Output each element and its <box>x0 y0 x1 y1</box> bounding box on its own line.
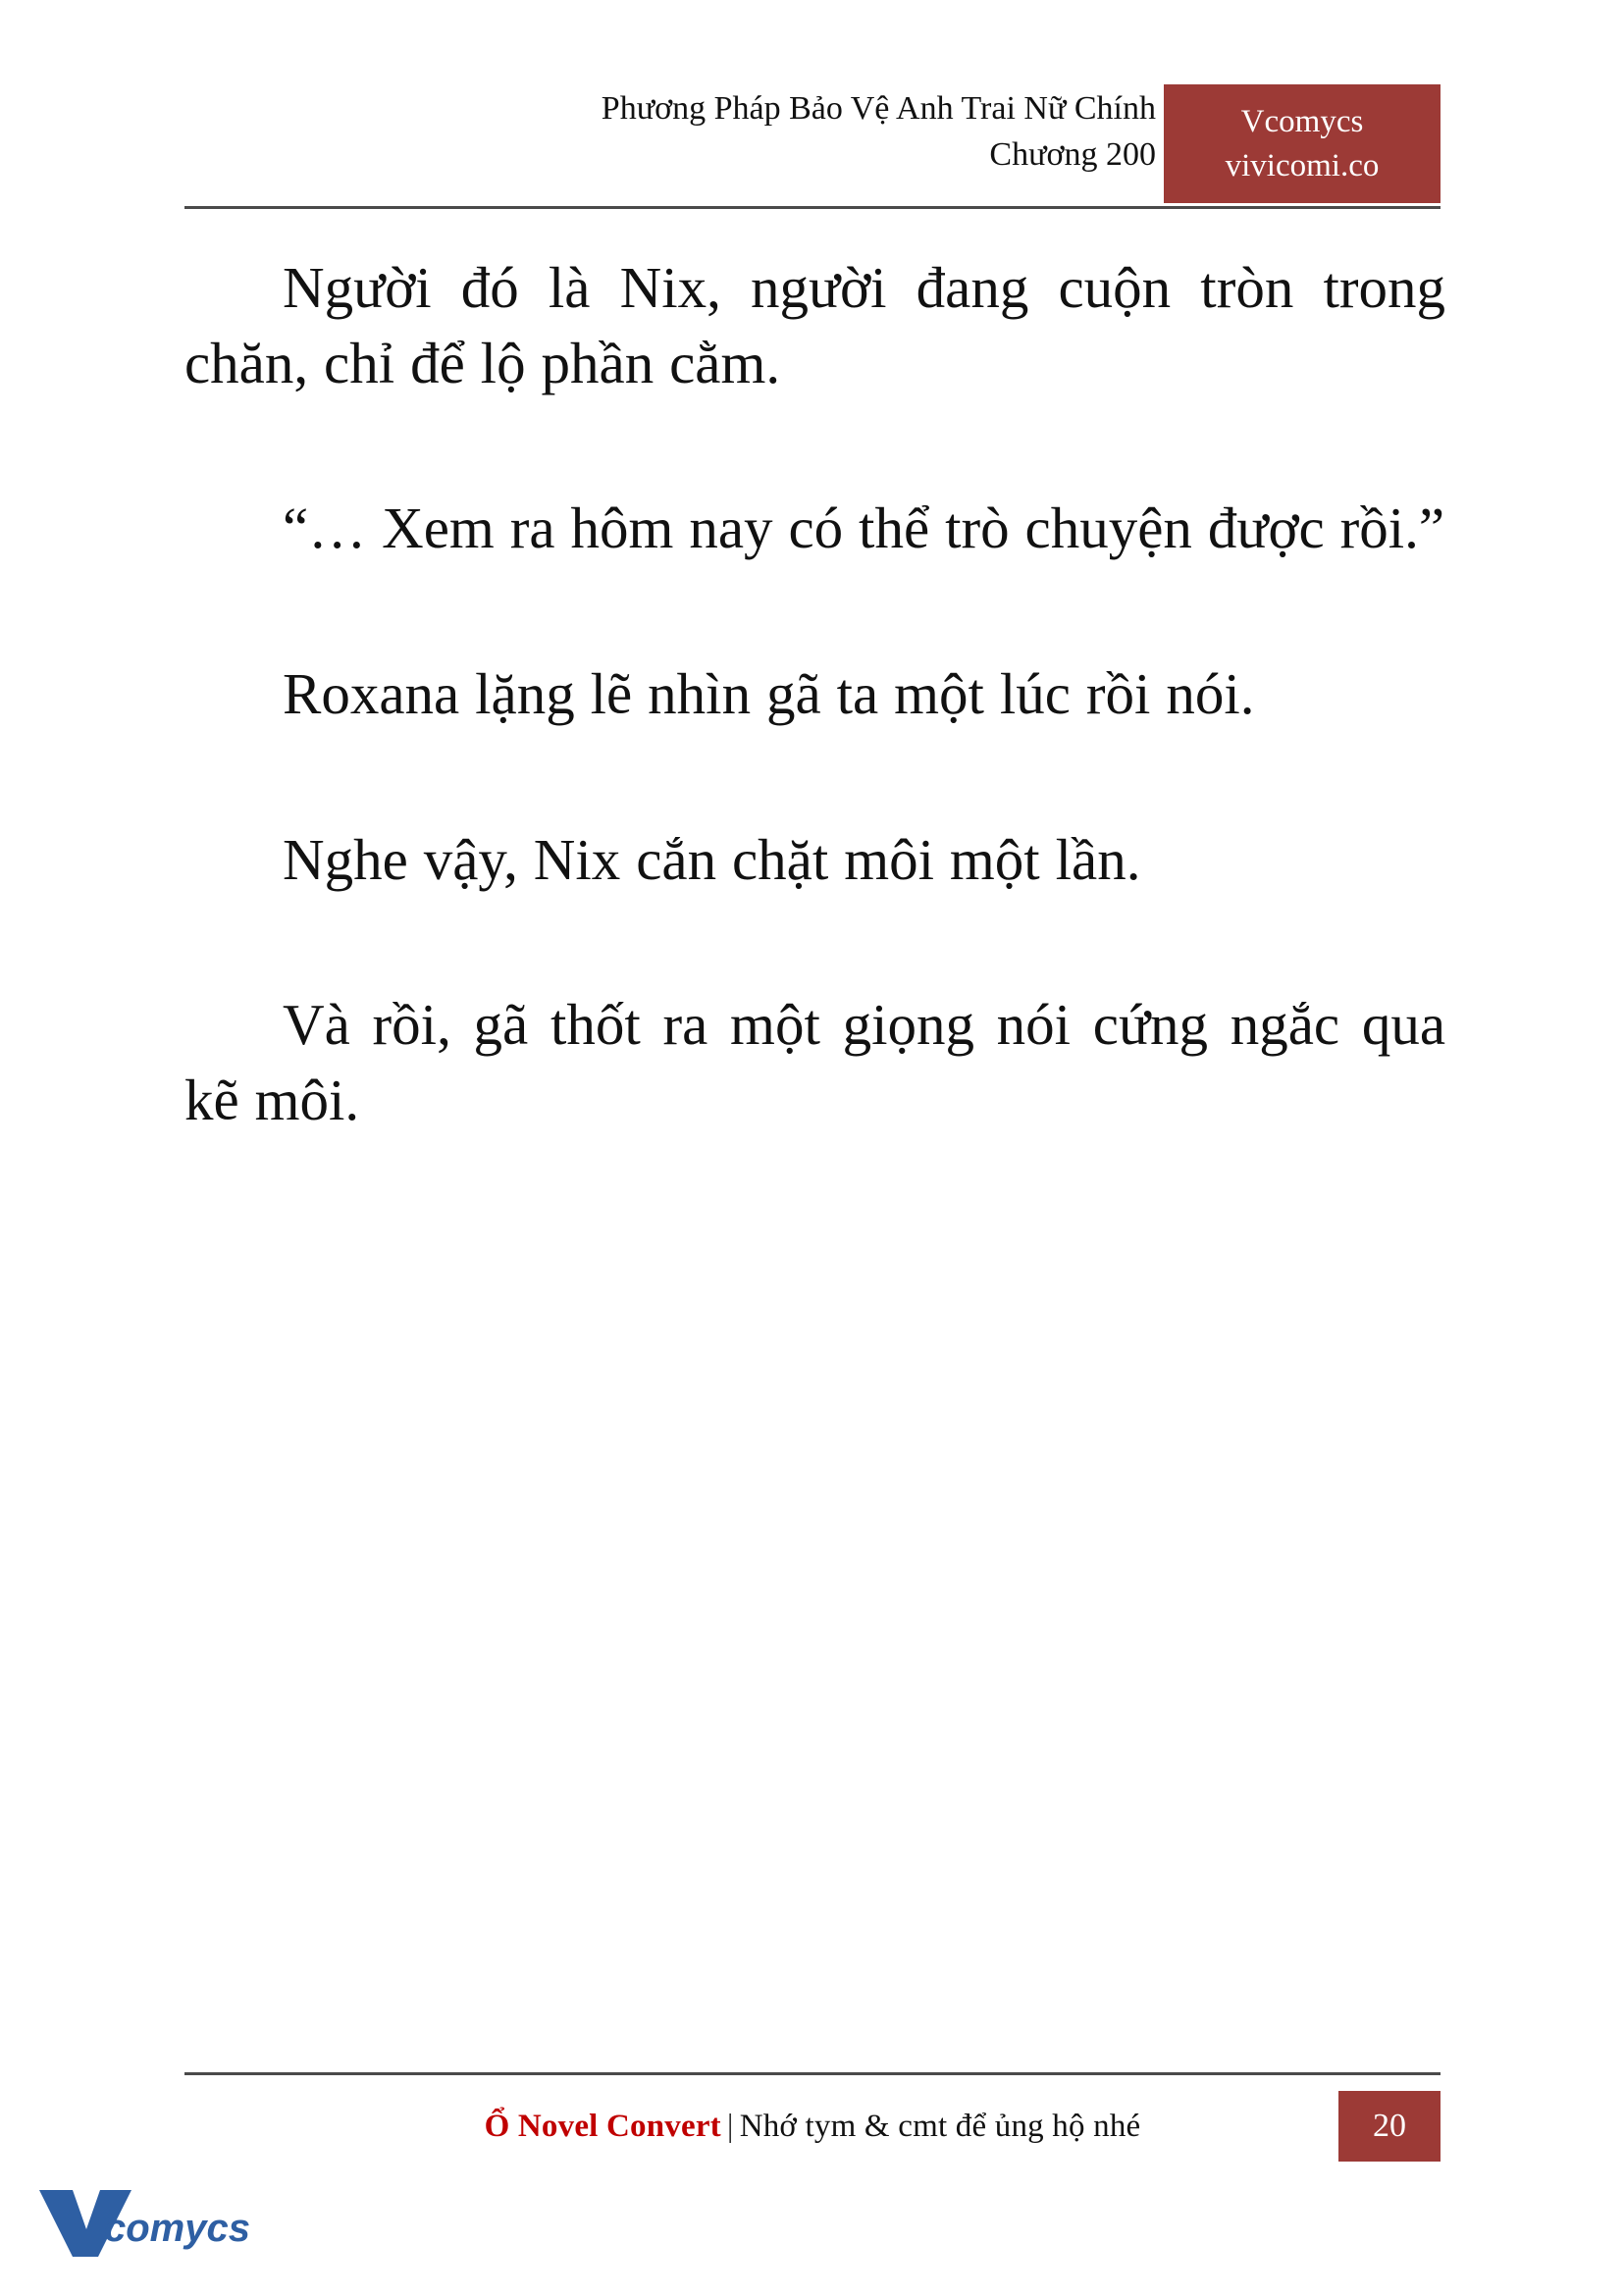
svg-text:comycs: comycs <box>104 2207 250 2250</box>
page-number-badge: 20 <box>1338 2091 1441 2162</box>
paragraph: “… Xem ra hôm nay có thể trò chuyện được rồi.” <box>283 496 1445 561</box>
footer-brand: Ổ Novel Convert <box>484 2109 721 2144</box>
page-header <box>184 86 1441 209</box>
site-badge-url: vivicomi.co <box>1225 147 1380 183</box>
footer-credit <box>485 2109 1141 2145</box>
header-title-block <box>602 86 1156 179</box>
paragraph: Và rồi, gã thốt ra một giọng nói cứng ngắc qua kẽ môi. <box>184 992 1445 1133</box>
footer-separator: | <box>726 2109 734 2144</box>
vcomycs-watermark-logo <box>33 2180 269 2265</box>
footer-text-block <box>184 2075 1441 2161</box>
site-badge <box>1164 84 1441 203</box>
site-badge-name: Vcomycs <box>1240 103 1364 139</box>
chapter-label: Chương 200 <box>989 135 1156 173</box>
footer-note: Nhớ tym & cmt để ủng hộ nhé <box>739 2109 1141 2144</box>
paragraph: Nghe vậy, Nix cắn chặt môi một lần. <box>283 826 1141 892</box>
paragraph: Người đó là Nix, người đang cuộn tròn trong chăn, chỉ để lộ phần cằm. <box>184 255 1445 395</box>
page-title: Phương Pháp Bảo Vệ Anh Trai Nữ Chính <box>601 90 1156 127</box>
paragraph: Roxana lặng lẽ nhìn gã ta một lúc rồi nói. <box>283 661 1255 727</box>
page-content <box>184 250 1445 1138</box>
page-footer <box>184 2072 1441 2161</box>
